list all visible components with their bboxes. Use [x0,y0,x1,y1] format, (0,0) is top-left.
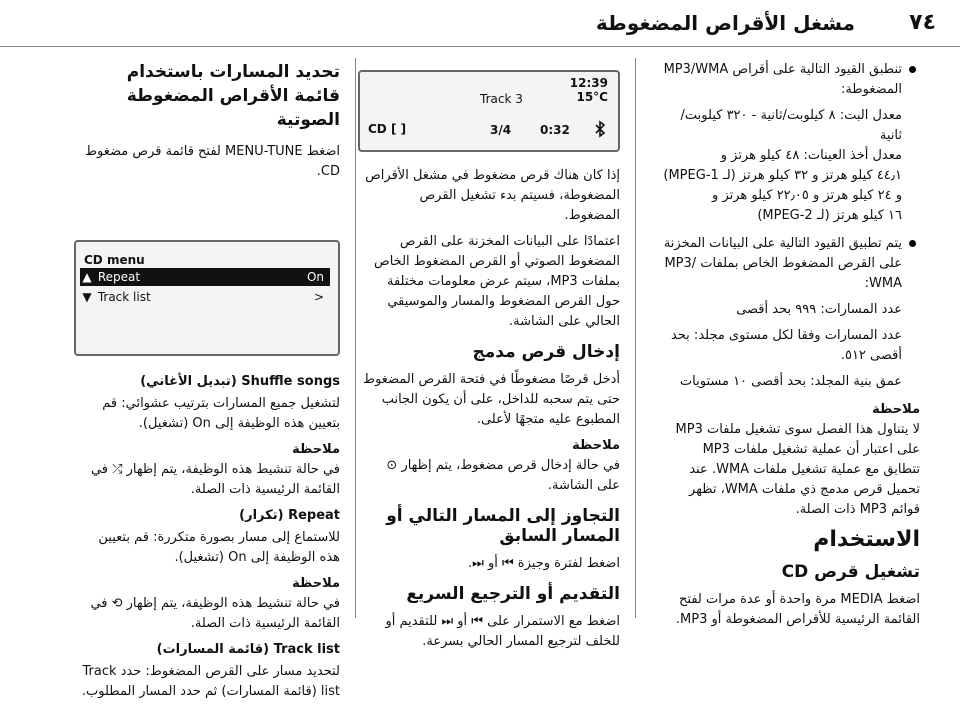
cd-menu-figure [74,240,340,356]
limit-line: ١٦ كيلو هرتز (لـ MPEG-2) [757,208,902,223]
menu-row-repeat [80,268,330,286]
display-temperature: 15°C [576,90,608,104]
tracks-heading: تحديد المسارات باستخدام قائمة الأقراص المضغوطة الصوتية [126,62,340,130]
section-heading: الاستخدام [813,527,920,552]
display-track: Track 3 [480,92,523,106]
note-text: في حالة إدخال قرص مضغوط، يتم إظهار ⊙ على الشاشة. [386,458,620,493]
radio-display-figure [358,70,620,152]
page-number: ٧٤ [909,10,936,35]
paragraph: لتحديد مسار على القرص المضغوط: حدد Track list (قائمة المسارات) ثم حدد المسار المطلوب. [81,664,340,699]
left-column [78,60,340,708]
menu-row-label: Track list [97,290,151,304]
note-title: ملاحظة [292,442,340,457]
display-source: CD [ ] [368,122,407,136]
scroll-down-icon: ▼ [82,290,92,304]
bullet-text: يتم تطبيق القيود التالية على البيانات المخزنة على القرص المضغوط الخاص بملفات MP3/ WMA: [663,236,902,291]
paragraph: لتشغيل جميع المسارات بترتيب عشوائي: قم بتعيين هذه الوظيفة إلى On (تشغيل). [102,396,340,431]
limit-line: عدد المسارات: ٩٩٩ بحد أقصى [736,302,902,317]
limit-line: عمق بنية المجلد: بحد أقصى ١٠ مستويات [679,374,902,389]
right-column [662,60,920,636]
menu-row-value: On [306,270,324,284]
middle-column [362,60,620,658]
menu-title: CD menu [84,253,145,267]
display-elapsed: 0:32 [540,123,570,137]
limit-line: و ٢٤ كيلو هرتز و ٢٢٫٠٥ كيلو هرتز و [712,188,902,203]
bluetooth-icon [594,120,606,138]
display-time: 12:39 [569,76,608,90]
note-text: في حالة تنشيط هذه الوظيفة، يتم إظهار ⟲ في القائمة الرئيسية ذات الصلة. [90,596,340,631]
display-track-number: 3/4 [490,123,512,137]
insert-cd-heading: إدخال قرص مدمج [472,342,620,362]
page-title: مشغل الأقراص المضغوطة [595,11,855,35]
bullet-text: تنطبق القيود التالية على أقراص MP3/WMA المضغوطة: [663,62,902,97]
column-divider [355,58,356,618]
limit-line: ٤٤٫١ كيلو هرتز و ٣٢ كيلو هرتز (لـ MPEG-1) [663,168,902,183]
track-list-heading: Track list (قائمة المسارات) [156,642,340,657]
limit-line: عدد المسارات وفقا لكل مستوى مجلد: بحد أقصى ٥١٢. [670,328,902,363]
repeat-heading: Repeat (تكرار) [239,508,340,523]
column-divider [635,58,636,618]
note-text: في حالة تنشيط هذه الوظيفة، يتم إظهار ⤮ في القائمة الرئيسية ذات الصلة. [90,462,340,497]
note-title: ملاحظة [292,576,340,591]
shuffle-heading: Shuffle songs (تبديل الأغاني) [140,374,340,389]
limit-line: معدل البت: ٨ كيلوبت/ثانية - ٣٢٠ كيلوبت/ثانية [680,108,902,143]
skip-track-heading: التجاوز إلى المسار التالي أو المسار السابق [386,506,620,546]
menu-row-track-list [80,288,330,306]
page-header [0,0,960,47]
paragraph: إذا كان هناك قرص مضغوط في مشغل الأقراص المضغوطة، فسيتم بدء تشغيل القرص المضغوط. [365,168,620,223]
note-title: ملاحظة [872,402,920,417]
paragraph: اضغط لفترة وجيزة ⏮ أو ⏭. [467,556,620,571]
paragraph: اضغط مع الاستمرار على ⏮ أو ⏭ للتقديم أو للخلف لترجيع المسار الحالي بسرعة. [385,614,620,649]
paragraph: اضغط MEDIA مرة واحدة أو عدة مرات لفتح القائمة الرئيسية للأقراص المضغوطة أو MP3. [675,592,920,627]
menu-row-label: Repeat [97,270,141,284]
paragraph: أدخل قرصًا مضغوطًا في فتحة القرص المضغوط حتى يتم سحبه للداخل، على أن يكون الجانب المطبوع عليه متجهًا لأعلى. [363,372,620,427]
chevron-right-icon: > [313,290,324,304]
paragraph: اعتمادًا على البيانات المخزنة على القرص المضغوط الصوتي أو القرص المضغوط الخاص بملفات MP3، سيتم عرض معلومات مختلفة حول القرص المضغوط والمسار والموسيقي الحالي على الشاشة. [374,234,620,329]
note-text: لا يتناول هذا الفصل سوى تشغيل ملفات MP3 على اعتبار أن عملية تشغيل ملفات MP3 تتطابق مع عملية تشغيل ملفات WMA. عند تحميل قرص مدمج ذي ملفات WMA، تظهر قوائم MP3 ذات الصلة. [675,422,920,517]
note-title: ملاحظة [572,438,620,453]
limit-line: معدل أخذ العينات: ٤٨ كيلو هرتز و [720,148,902,163]
paragraph: للاستماع إلى مسار بصورة متكررة: قم بتعيين هذه الوظيفة إلى On (تشغيل). [98,530,340,565]
bullet-data-limits [662,234,920,392]
sub-heading: تشغيل قرص CD [781,562,920,582]
fast-forward-heading: التقديم أو الترجيع السريع [406,584,620,604]
scroll-up-icon: ▲ [82,270,92,284]
paragraph: اضغط MENU-TUNE لفتح قائمة قرص مضغوط CD. [85,144,340,179]
bullet-mp3-limits [662,60,920,226]
